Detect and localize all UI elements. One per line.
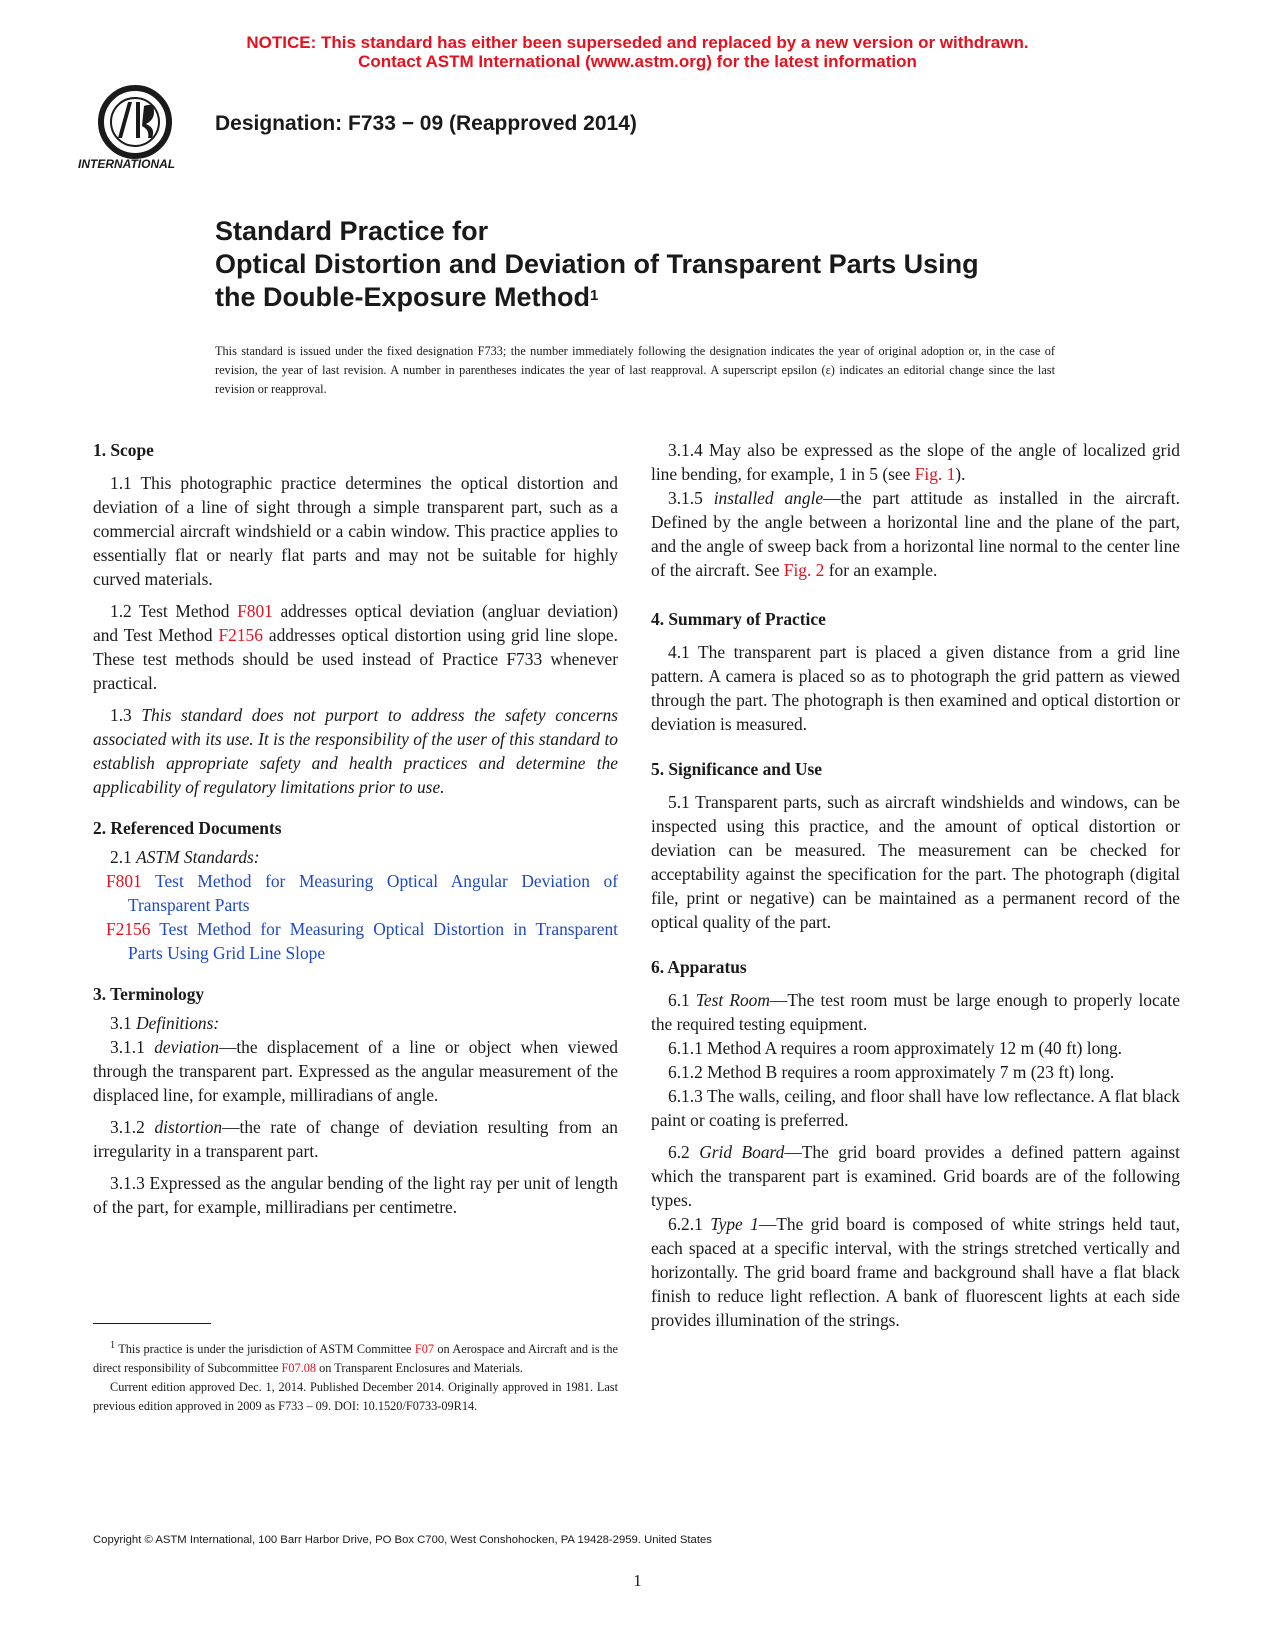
para-3-1-num: 3.1 xyxy=(110,1013,137,1033)
para-1-1: 1.1 This photographic practice determines the optical distortion and deviation of a line of sight through a simple transparent part, such as a commercial aircraft windshield or a cabin window. This practice applies to essentially flat or nearly flat parts and may not be suitable for highly curved materials. xyxy=(93,473,618,589)
footnote-text-c: on Transparent Enclosures and Materials. xyxy=(316,1361,524,1376)
para-6-2-text: —The grid board provides a defined pattern against which the transparent part is examined. Grid boards are of the following types. xyxy=(651,1142,1180,1210)
footnote-text-b: on Aerospace and Aircraft and is the direct responsibility of Subcommittee xyxy=(93,1342,619,1376)
para-6-1 xyxy=(651,988,1180,1036)
term-grid-board: Grid Board xyxy=(699,1142,785,1162)
term-distortion: distortion xyxy=(154,1117,223,1137)
para-3-1-5-text-b: for an example. xyxy=(824,560,938,580)
astm-logo-icon xyxy=(70,80,200,180)
para-3-1-4 xyxy=(651,438,1180,486)
right-column xyxy=(651,438,1180,1332)
designation: Designation: F733 − 09 (Reapproved 2014) xyxy=(215,112,637,135)
term-test-room: Test Room xyxy=(695,990,770,1010)
page-number: 1 xyxy=(633,1571,642,1590)
link-committee-f07[interactable]: F07 xyxy=(414,1342,435,1357)
para-1-2-text-b: addresses optical deviation (angluar deviation) and Test Method xyxy=(93,601,618,645)
para-3-1-2 xyxy=(93,1115,618,1163)
para-3-1-5 xyxy=(651,486,1180,582)
withdrawal-notice xyxy=(0,33,1275,71)
def-deviation: —the displacement of a line or object when viewed through the transparent part. Expressed as the angular measurement of the displaced line, for example, milliradians of angle. xyxy=(93,1037,618,1105)
link-f801[interactable]: F801 xyxy=(237,601,273,621)
para-6-1-text: —The test room must be large enough to properly locate the required testing equipment. xyxy=(651,990,1180,1034)
document-title xyxy=(215,215,1115,314)
title-line-3-text: the Double-Exposure Method xyxy=(215,282,591,312)
safety-statement: This standard does not purport to address the safety concerns associated with its use. It is the responsibility of the user of this standard to establish appropriate safety and health practices and determine the applicability of regulatory limitations prior to use. xyxy=(93,705,618,797)
link-subcommittee-f07-08[interactable]: F07.08 xyxy=(281,1361,317,1376)
section-5-heading: 5. Significance and Use xyxy=(651,759,823,779)
notice-line-2: Contact ASTM International (www.astm.org) for the latest information xyxy=(358,52,917,71)
para-2-1-num: 2.1 xyxy=(110,847,137,867)
footnote xyxy=(93,1336,618,1416)
ref-f801-code[interactable]: F801 xyxy=(106,871,142,891)
para-6-2-1-text: —The grid board is composed of white strings held taut, each spaced at a specific interval, with the strings stretched vertically and horizontally. The grid board frame and background shall have a flat black finish to reduce light reflection. A bank of fluorescent lights at each side provides illumination of the strings. xyxy=(651,1214,1180,1330)
section-2-heading: 2. Referenced Documents xyxy=(93,818,282,838)
footnote-edition: Current edition approved Dec. 1, 2014. Published December 2014. Originally approved in 1981. Last previous edition approved in 2009 as F733 – 09. DOI: 10.1520/F0733-09R14. xyxy=(93,1380,618,1414)
para-3-1 xyxy=(93,1011,618,1035)
para-3-1-1 xyxy=(93,1035,618,1107)
title-footnote-mark[interactable]: 1 xyxy=(590,287,599,304)
link-fig-2[interactable]: Fig. 2 xyxy=(783,560,825,580)
para-4-1: 4.1 The transparent part is placed a given distance from a grid line pattern. A camera is placed so as to photograph the grid pattern as viewed through the part. The photograph is then examined and optical distortion or deviation is measured. xyxy=(651,642,1180,734)
def-distortion: —the rate of change of deviation resulting from an irregularity in a transparent part. xyxy=(93,1117,618,1161)
para-5-1: 5.1 Transparent parts, such as aircraft windshields and windows, can be inspected using this practice, and the amount of optical distortion or deviation can be measured. The measurement can be checked for acceptability against the specification for the part. The photograph (digital file, print or negative) can be maintained as a permanent record of the optical quality of the part. xyxy=(651,792,1180,932)
para-6-2-1-num: 6.2.1 xyxy=(668,1214,711,1234)
para-6-1-num: 6.1 xyxy=(668,990,696,1010)
section-3-heading: 3. Terminology xyxy=(93,984,205,1004)
para-3-1-4-text-b: ). xyxy=(955,464,966,484)
para-6-2-1 xyxy=(651,1212,1180,1332)
para-3-1-1-num: 3.1.1 xyxy=(110,1037,155,1057)
term-type-1: Type 1 xyxy=(710,1214,759,1234)
para-2-1-label: ASTM Standards: xyxy=(136,847,260,867)
para-3-1-5-text-a: —the part attitude as installed in the aircraft. Defined by the angle between a horizontal line and the plane of the part, and the angle of sweep back from a horizontal line normal to the center line of the aircraft. See xyxy=(651,488,1180,580)
ref-f2156-title[interactable]: Test Method for Measuring Optical Distortion in Transparent Parts Using Grid Line Slope xyxy=(128,919,618,963)
para-1-2-text-a: 1.2 Test Method xyxy=(110,601,238,621)
term-installed-angle: installed angle xyxy=(713,488,824,508)
footnote-text-a: This practice is under the jurisdiction of ASTM Committee xyxy=(115,1342,415,1357)
title-line-1: Standard Practice for xyxy=(215,216,489,246)
para-6-2 xyxy=(651,1140,1180,1212)
reference-f801[interactable] xyxy=(93,869,618,917)
para-1-3 xyxy=(93,703,618,799)
para-6-1-3: 6.1.3 The walls, ceiling, and floor shall have low reflectance. A flat black paint or coating is preferred. xyxy=(651,1086,1180,1130)
para-3-1-2-num: 3.1.2 xyxy=(110,1117,155,1137)
link-f2156[interactable]: F2156 xyxy=(218,625,263,645)
para-1-2 xyxy=(93,599,618,695)
link-fig-1[interactable]: Fig. 1 xyxy=(914,464,956,484)
para-2-1 xyxy=(93,845,618,869)
reference-f2156[interactable] xyxy=(93,917,618,965)
logo-subtext: INTERNATIONAL xyxy=(78,157,176,171)
para-3-1-5-num: 3.1.5 xyxy=(668,488,714,508)
section-6-heading: 6. Apparatus xyxy=(651,957,747,977)
ref-f2156-code[interactable]: F2156 xyxy=(106,919,151,939)
para-6-2-num: 6.2 xyxy=(668,1142,700,1162)
para-3-1-3: 3.1.3 Expressed as the angular bending of the light ray per unit of length of the part, for example, milliradians per centimetre. xyxy=(93,1173,618,1217)
title-line-3 xyxy=(215,281,1115,314)
astm-logo xyxy=(70,80,200,180)
para-1-2-text-c: addresses optical distortion using grid line slope. These test methods should be used instead of Practice F733 whenever practical. xyxy=(93,625,618,693)
para-3-1-label: Definitions: xyxy=(136,1013,220,1033)
left-column xyxy=(93,438,618,1219)
copyright-line: Copyright © ASTM International, 100 Barr Harbor Drive, PO Box C700, West Conshohocken, PA 19428-2959. United States xyxy=(93,1534,712,1546)
para-3-1-4-text-a: 3.1.4 May also be expressed as the slope of the angle of localized grid line bending, for example, 1 in 5 (see xyxy=(651,440,1180,484)
para-6-1-1: 6.1.1 Method A requires a room approximately 12 m (40 ft) long. xyxy=(668,1038,1123,1058)
para-6-1-2: 6.1.2 Method B requires a room approximately 7 m (23 ft) long. xyxy=(668,1062,1115,1082)
footnote-1 xyxy=(93,1336,618,1378)
title-line-2: Optical Distortion and Deviation of Transparent Parts Using xyxy=(215,249,979,279)
footnote-rule xyxy=(93,1323,211,1324)
term-deviation: deviation xyxy=(154,1037,219,1057)
footnote-mark: 1 xyxy=(110,1340,116,1351)
ref-f801-title[interactable]: Test Method for Measuring Optical Angular Deviation of Transparent Parts xyxy=(128,871,618,915)
para-1-3-num: 1.3 xyxy=(110,705,142,725)
section-1-heading: 1. Scope xyxy=(93,440,154,460)
notice-line-1: NOTICE: This standard has either been superseded and replaced by a new version or withdrawn. xyxy=(246,33,1029,52)
section-4-heading: 4. Summary of Practice xyxy=(651,609,826,629)
issuance-note: This standard is issued under the fixed designation F733; the number immediately following the designation indicates the year of original adoption or, in the case of revision, the year of last revision. A number in parentheses indicates the year of last reapproval. A superscript epsilon (ε) indicates an editorial change since the last revision or reapproval. xyxy=(215,344,1055,396)
